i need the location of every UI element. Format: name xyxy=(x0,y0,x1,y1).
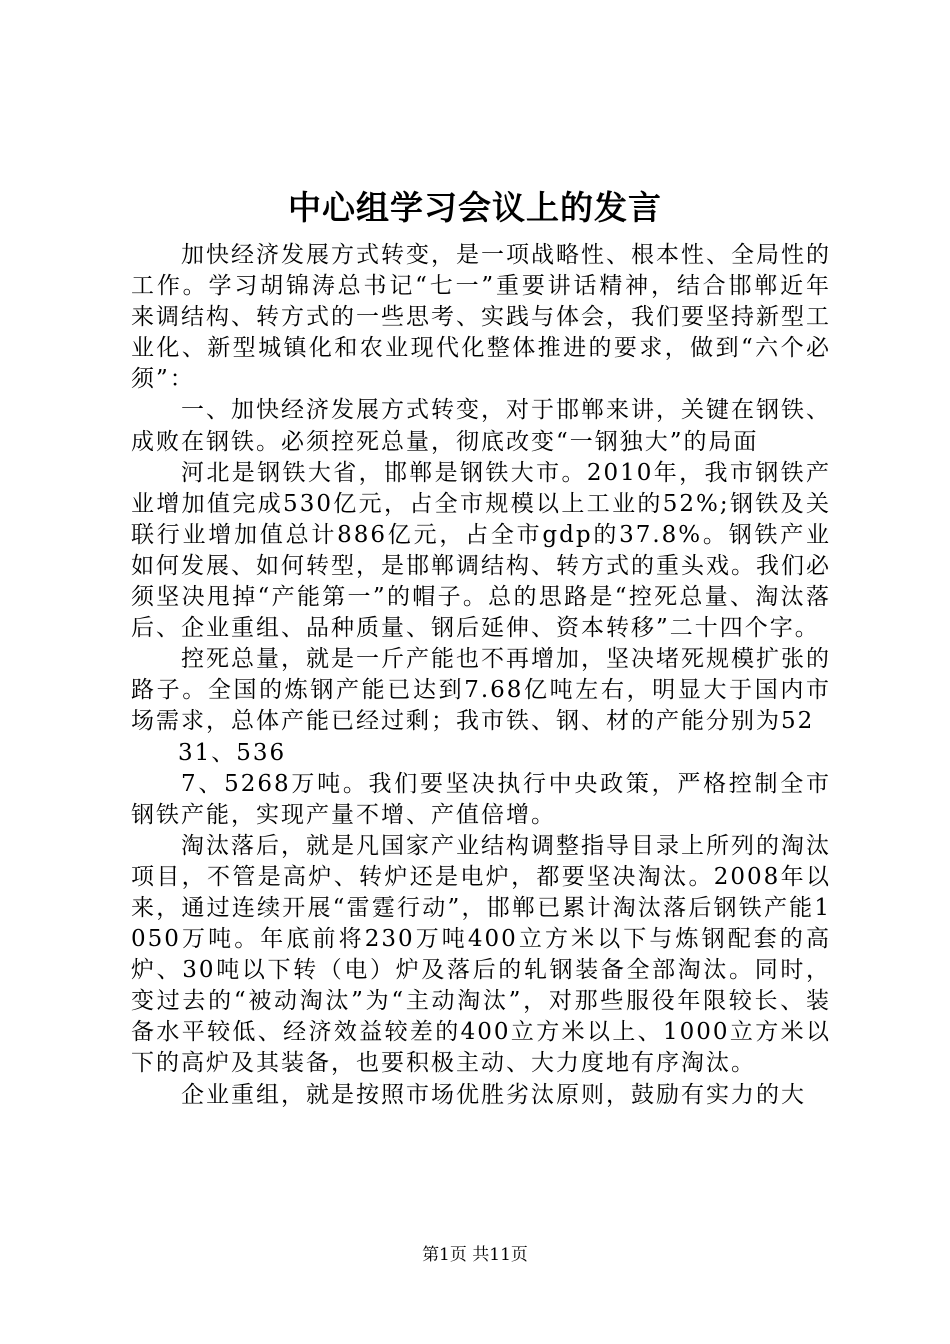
paragraph-enterprise-restructure: 企业重组，就是按照市场优胜劣汰原则，鼓励有实力的大 xyxy=(181,1081,806,1108)
page-number-footer: 第1页 共11页 xyxy=(422,1245,528,1265)
document-title: 中心组学习会议上的发言 xyxy=(288,188,662,227)
paragraph-hebei-steel: 河北是钢铁大省，邯郸是钢铁大市。2010年，我市钢铁产业增加值完成530亿元，占全市规模以上工业的52%;钢铁及关联行业增加值总计886亿元，占全市gdp的37.8%。钢铁产业如何发展、如何转型，是邯郸调结构、转方式的重头戏。我们必须坚决甩掉“产能第一”的帽子。总的思路是“控死总量、淘汰落后、企业重组、品种质量、钢后延伸、资本转移”二十四个字。 xyxy=(131,459,831,642)
paragraph-capacity-policy: 7、5268万吨。我们要坚决执行中央政策，严格控制全市钢铁产能，实现产量不增、产值倍增。 xyxy=(131,770,831,828)
paragraph-eliminate-backward: 淘汰落后，就是凡国家产业结构调整指导目录上所列的淘汰项目，不管是高炉、转炉还是电炉，都要坚决淘汰。2008年以来，通过连续开展“雷霆行动”，邯郸已累计淘汰落后钢铁产能1050万吨。年底前将230万吨400立方米以下与炼钢配套的高炉、30吨以下转（电）炉及落后的轧钢装备全部淘汰。同时，变过去的“被动淘汰”为“主动淘汰”，对那些服役年限较长、装备水平较低、经济效益较差的400立方米以上、1000立方米以下的高炉及其装备，也要积极主动、大力度地有序淘汰。 xyxy=(131,832,831,1077)
document-body xyxy=(131,240,831,1111)
paragraph-fragment-numbers: 31、536 xyxy=(178,739,287,766)
paragraph-capacity-control: 控死总量，就是一斤产能也不再增加，坚决堵死规模扩张的路子。全国的炼钢产能已达到7.68亿吨左右，明显大于国内市场需求，总体产能已经过剩；我市铁、钢、材的产能分别为52 xyxy=(131,646,831,735)
paragraph-intro: 加快经济发展方式转变，是一项战略性、根本性、全局性的工作。学习胡锦涛总书记“七一”重要讲话精神，结合邯郸近年来调结构、转方式的一些思考、实践与体会，我们要坚持新型工业化、新型城镇化和农业现代化整体推进的要求，做到“六个必须”： xyxy=(131,242,831,393)
paragraph-section-heading: 一、加快经济发展方式转变，对于邯郸来讲，关键在钢铁、成败在钢铁。必须控死总量，彻底改变“一钢独大”的局面 xyxy=(131,397,831,455)
